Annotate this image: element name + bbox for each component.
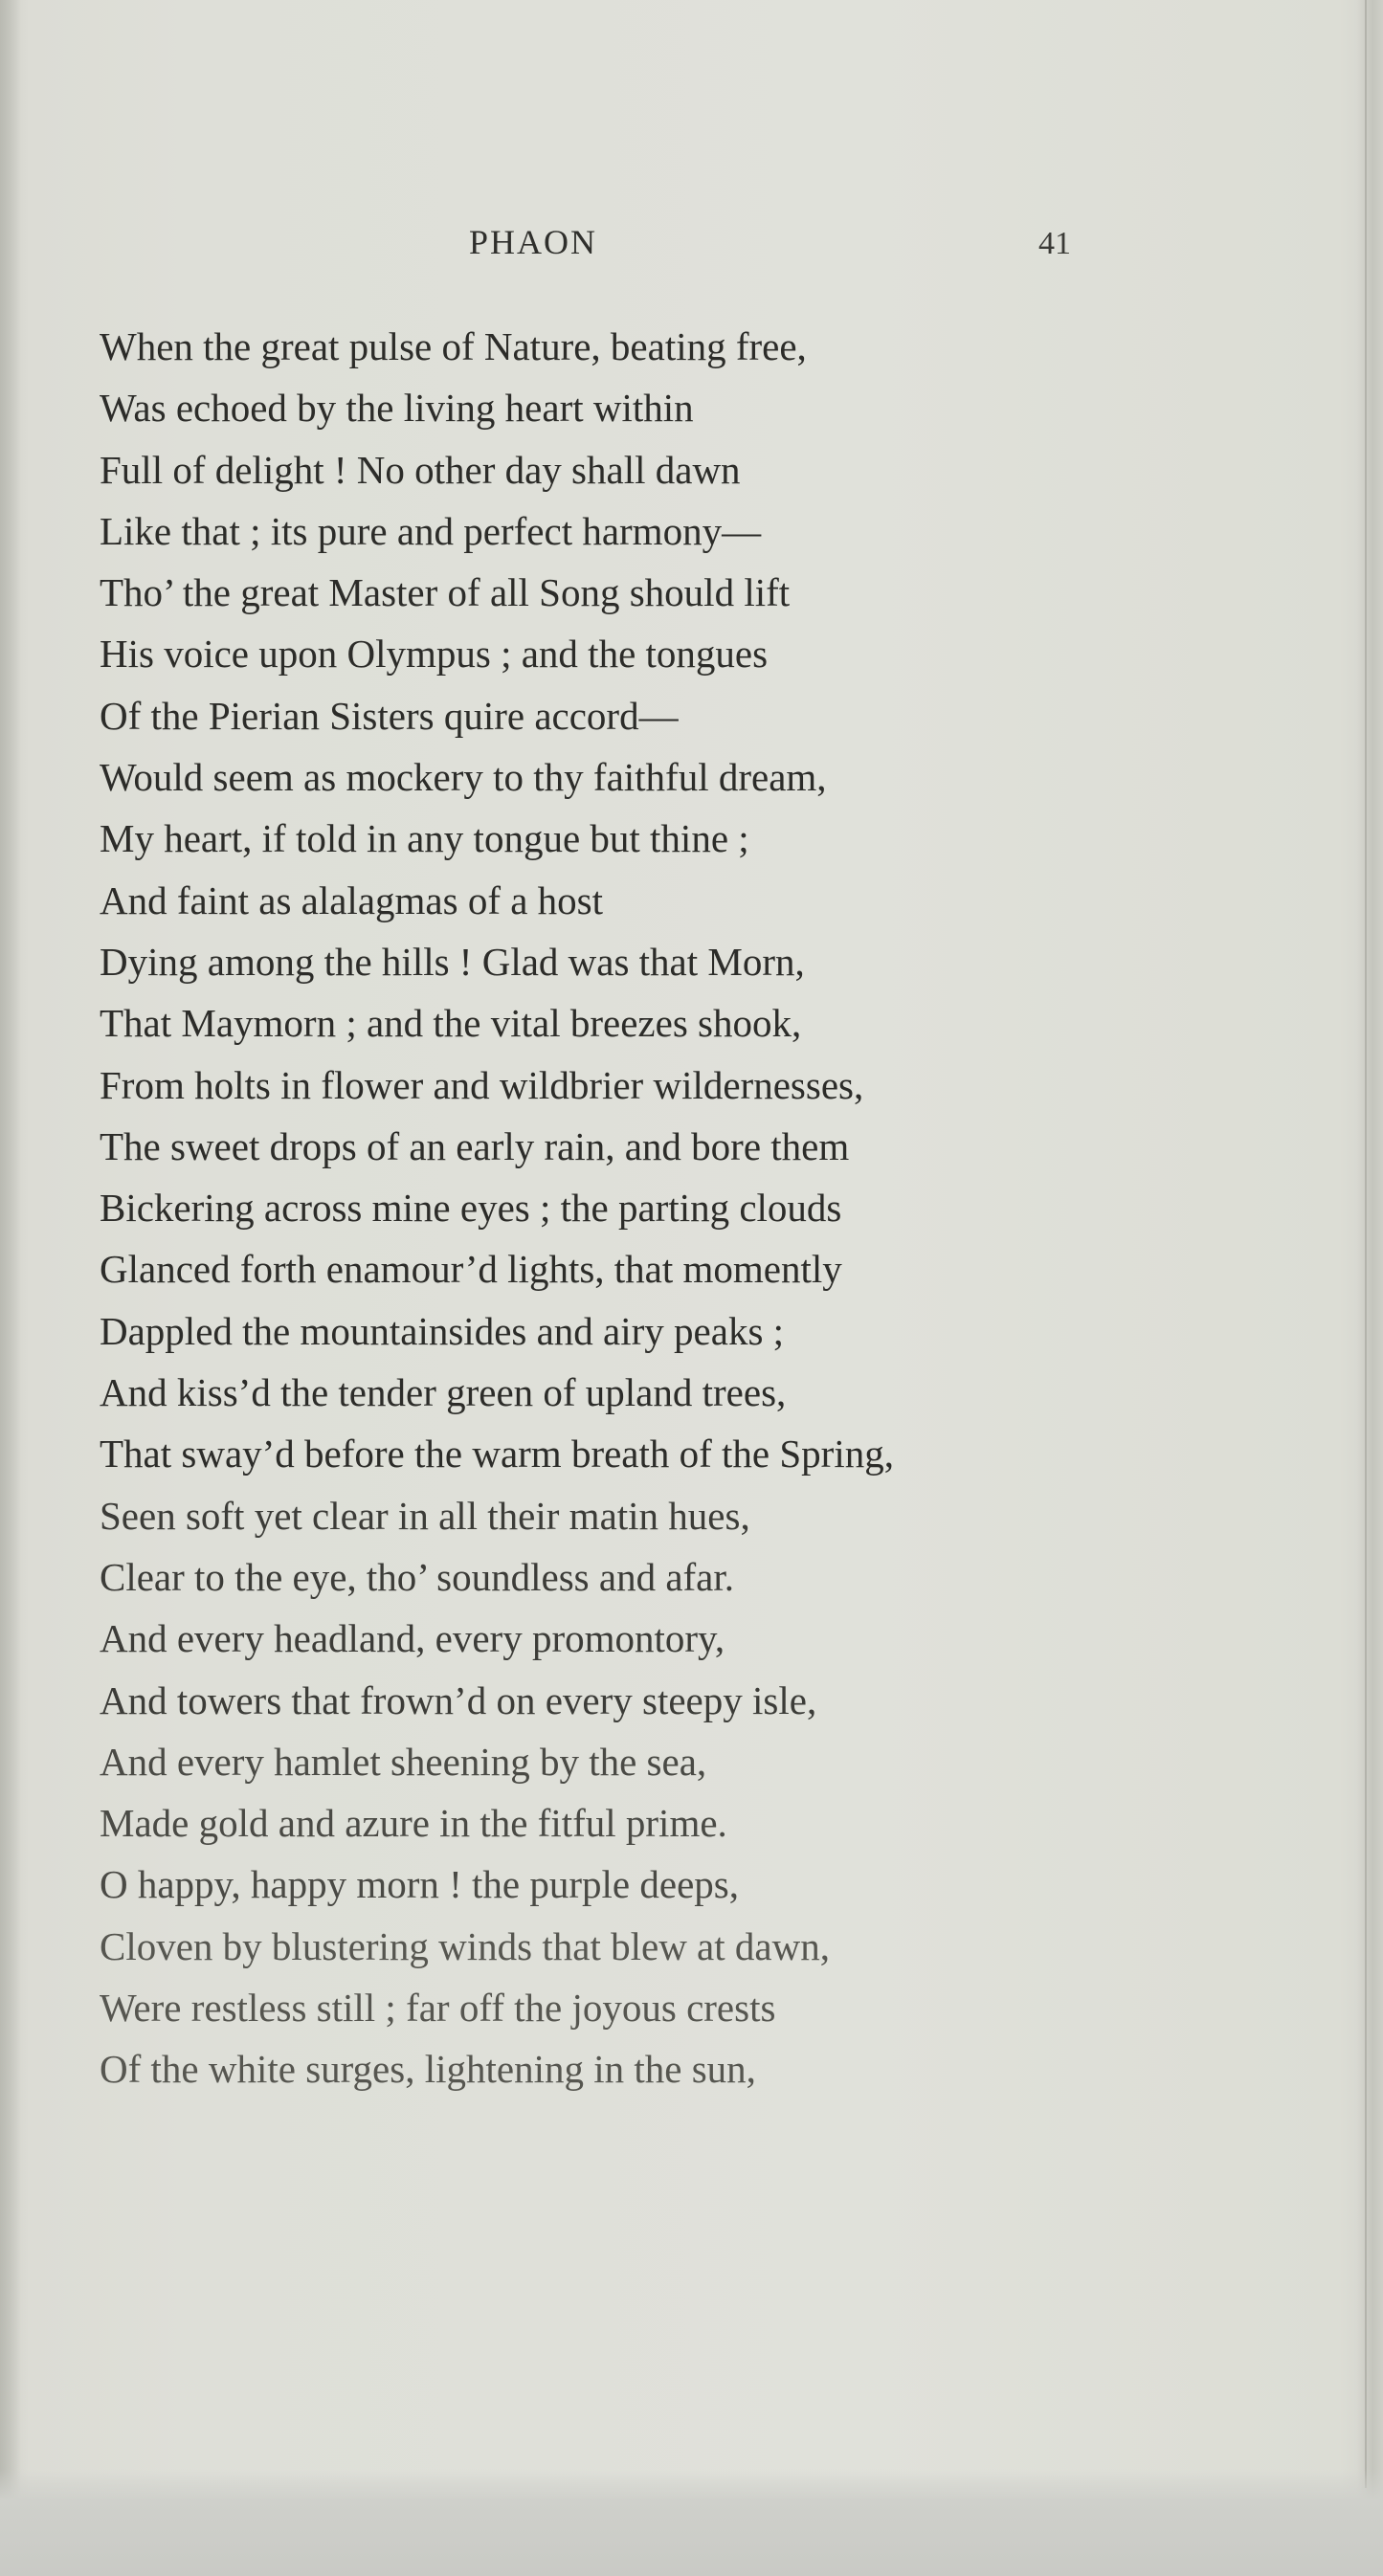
verse-line: Would seem as mockery to thy faithful dream, [100,755,827,800]
verse-line: Full of delight ! No other day shall dawn [100,447,741,492]
verse-line: Dappled the mountainsides and airy peaks ; [100,1308,785,1353]
verse-line: That sway’d before the warm breath of the Spring, [100,1432,894,1477]
poem-text [100,316,1057,2100]
verse-line: When the great pulse of Nature, beating free, [100,324,807,368]
verse-line: Made gold and azure in the fitful prime. [100,1801,727,1846]
verse-line: Cloven by blustering winds that blew at dawn, [100,1923,830,1968]
verse-line: And towers that frown’d on every steepy isle, [100,1677,817,1722]
verse-line: My heart, if told in any tongue but thine ; [100,816,749,861]
verse-line: The sweet drops of an early rain, and bore them [100,1123,850,1168]
verse-line: From holts in flower and wildbrier wildernesses, [100,1062,864,1107]
verse-line: Were restless still ; far off the joyous crests [100,1986,776,2031]
verse-line: Glanced forth enamour’d lights, that momently [100,1247,842,1292]
verse-line: Seen soft yet clear in all their matin hues, [100,1493,750,1538]
page-edge [1357,0,1383,2576]
page-gutter-shadow [0,0,21,2576]
verse-line: Clear to the eye, tho’ soundless and afar. [100,1554,735,1599]
page-number: 41 [1038,226,1071,261]
verse-line: And every headland, every promontory, [100,1616,725,1661]
verse-line: Was echoed by the living heart within [100,386,694,431]
verse-line: O happy, happy morn ! the purple deeps, [100,1862,739,1907]
verse-line: Of the Pierian Sisters quire accord— [100,693,679,738]
bottom-scan-band [0,2469,1383,2576]
verse-line: And every hamlet sheening by the sea, [100,1739,707,1784]
verse-line: His voice upon Olympus ; and the tongues [100,632,769,677]
verse-line: Of the white surges, lightening in the sun, [100,2047,756,2092]
verse-line: And faint as alalagmas of a host [100,877,604,922]
running-head: PHAON [469,223,598,261]
verse-line: Like that ; its pure and perfect harmony— [100,508,762,553]
verse-line: Bickering across mine eyes ; the parting clouds [100,1186,842,1231]
verse-line: That Maymorn ; and the vital breezes shook, [100,1001,802,1046]
verse-line: Dying among the hills ! Glad was that Morn, [100,939,805,984]
verse-line: And kiss’d the tender green of upland trees, [100,1370,787,1415]
verse-line: Tho’ the great Master of all Song should lift [100,570,791,615]
